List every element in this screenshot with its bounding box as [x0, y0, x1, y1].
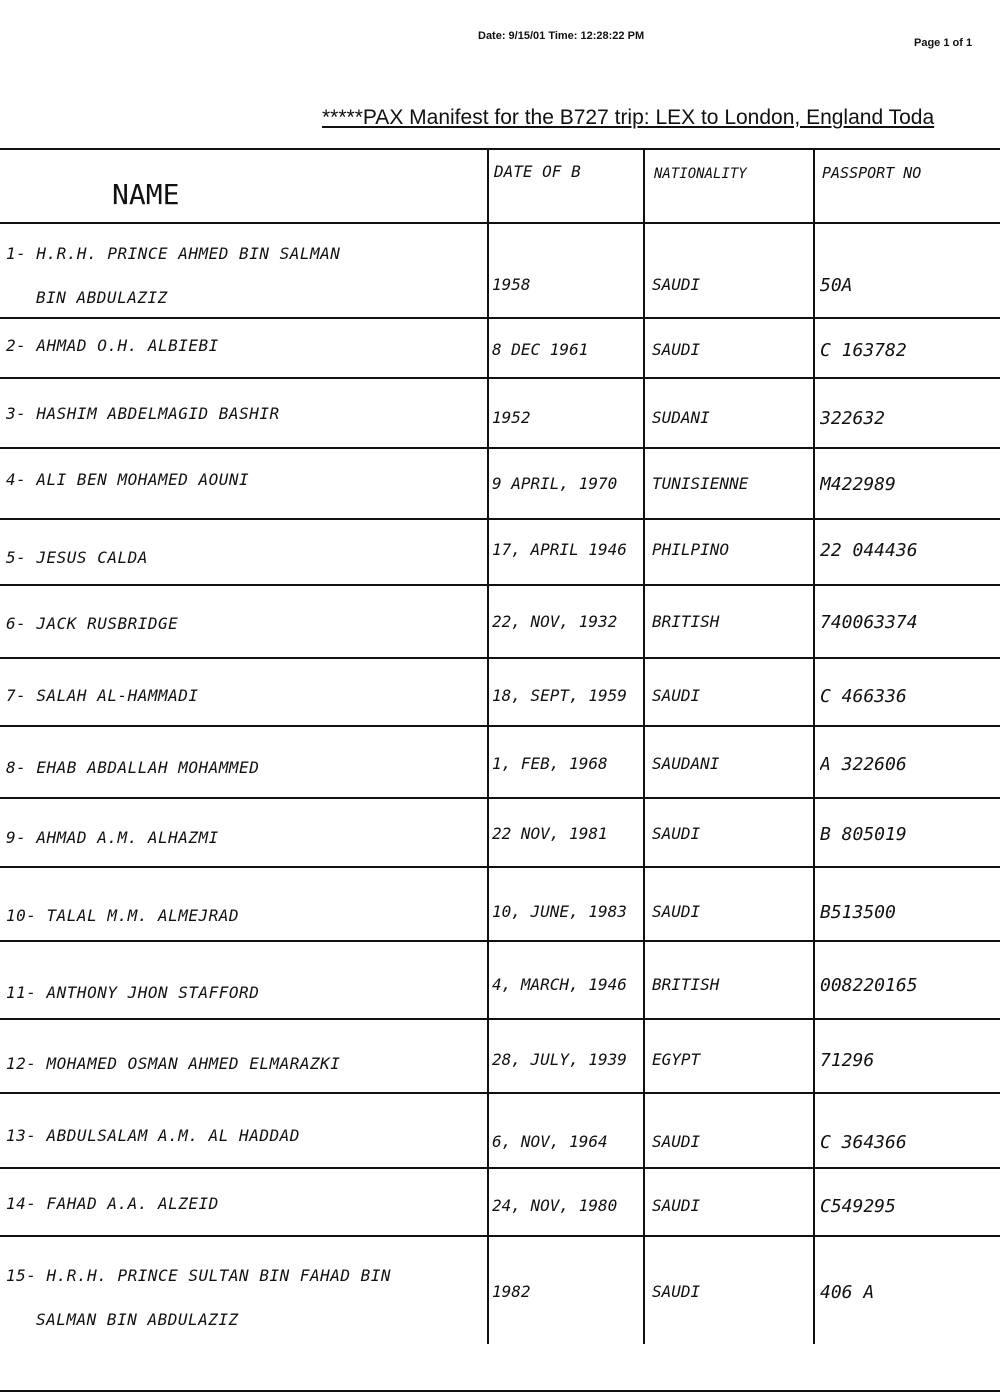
table-row-divider	[0, 518, 1000, 520]
passport-number: C 364366	[820, 1132, 907, 1153]
date-of-birth: 1952	[492, 408, 531, 427]
nationality: SAUDI	[652, 1282, 701, 1301]
date-of-birth: 10, JUNE, 1983	[492, 902, 627, 921]
table-row-divider	[0, 584, 1000, 586]
table-row-divider	[0, 797, 1000, 799]
passport-number: 71296	[820, 1050, 875, 1071]
table-row-divider	[0, 1092, 1000, 1094]
table-column-divider	[487, 148, 489, 1344]
passport-number: C 466336	[820, 686, 907, 707]
passenger-name: 4- ALI BEN MOHAMED AOUNI	[6, 470, 250, 489]
date-of-birth: 6, NOV, 1964	[492, 1132, 608, 1151]
date-of-birth: 4, MARCH, 1946	[492, 975, 627, 994]
nationality: SAUDI	[652, 686, 701, 705]
passenger-name: 7- SALAH AL-HAMMADI	[6, 686, 199, 705]
nationality: SAUDI	[652, 340, 701, 359]
passport-number: C 163782	[820, 340, 907, 361]
table-row-divider	[0, 866, 1000, 868]
nationality: SAUDI	[652, 824, 701, 843]
passenger-name: 10- TALAL M.M. ALMEJRAD	[6, 906, 240, 925]
table-column-divider	[643, 148, 645, 1344]
passport-number: M422989	[820, 474, 896, 495]
passenger-name: 6- JACK RUSBRIDGE	[6, 614, 179, 633]
nationality: PHILPINO	[652, 540, 730, 559]
table-row-divider	[0, 1235, 1000, 1237]
passenger-name-continued: SALMAN BIN ABDULAZIZ	[36, 1310, 239, 1329]
passport-number: A 322606	[820, 754, 907, 775]
nationality: TUNISIENNE	[652, 474, 749, 493]
table-row-divider	[0, 1390, 1000, 1392]
page-number: Page 1 of 1	[914, 37, 973, 49]
print-date-time: Date: 9/15/01 Time: 12:28:22 PM	[478, 30, 645, 42]
table-row-divider	[0, 317, 1000, 319]
date-of-birth: 8 DEC 1961	[492, 340, 589, 359]
date-of-birth: 1, FEB, 1968	[492, 754, 608, 773]
passport-number: 008220165	[820, 975, 918, 996]
column-header-passport-no: PASSPORT NO	[822, 164, 922, 182]
passenger-name: 15- H.R.H. PRINCE SULTAN BIN FAHAD BIN	[6, 1266, 392, 1285]
passenger-name: 8- EHAB ABDALLAH MOHAMMED	[6, 758, 260, 777]
passenger-name: 5- JESUS CALDA	[6, 548, 148, 567]
passport-number: C549295	[820, 1196, 896, 1217]
table-row-divider	[0, 1167, 1000, 1169]
date-of-birth: 28, JULY, 1939	[492, 1050, 627, 1069]
table-row-divider	[0, 657, 1000, 659]
date-of-birth: 1982	[492, 1282, 531, 1301]
passport-number: 322632	[820, 408, 886, 429]
passenger-name: 12- MOHAMED OSMAN AHMED ELMARAZKI	[6, 1054, 341, 1073]
column-header-date-of-birth: DATE OF B	[494, 162, 581, 181]
passenger-name: 13- ABDULSALAM A.M. AL HADDAD	[6, 1126, 300, 1145]
passenger-name: 9- AHMAD A.M. ALHAZMI	[6, 828, 219, 847]
nationality: SAUDI	[652, 1196, 701, 1215]
nationality: SAUDI	[652, 902, 701, 921]
passenger-name: 1- H.R.H. PRINCE AHMED BIN SALMAN	[6, 244, 341, 263]
table-row-divider	[0, 1018, 1000, 1020]
nationality: BRITISH	[652, 612, 720, 631]
column-header-name: NAME	[112, 178, 180, 211]
table-row-divider	[0, 447, 1000, 449]
date-of-birth: 18, SEPT, 1959	[492, 686, 627, 705]
manifest-title: *****PAX Manifest for the B727 trip: LEX to London, England Toda	[322, 106, 935, 129]
table-row-divider	[0, 222, 1000, 224]
table-row-divider	[0, 940, 1000, 942]
passport-number: 22 044436	[820, 540, 918, 561]
passenger-name: 14- FAHAD A.A. ALZEID	[6, 1194, 219, 1213]
table-row-divider	[0, 725, 1000, 727]
nationality: BRITISH	[652, 975, 720, 994]
passport-number: 406 A	[820, 1282, 875, 1303]
column-header-nationality: NATIONALITY	[654, 166, 747, 182]
date-of-birth: 22, NOV, 1932	[492, 612, 618, 631]
table-row-divider	[0, 148, 1000, 150]
date-of-birth: 17, APRIL 1946	[492, 540, 627, 559]
nationality: SAUDI	[652, 1132, 701, 1151]
date-of-birth: 1958	[492, 275, 531, 294]
nationality: SUDANI	[652, 408, 710, 427]
passenger-name: 2- AHMAD O.H. ALBIEBI	[6, 336, 219, 355]
passport-number: 50A	[820, 275, 853, 296]
passenger-name: 3- HASHIM ABDELMAGID BASHIR	[6, 404, 280, 423]
passenger-name-continued: BIN ABDULAZIZ	[36, 288, 168, 307]
table-column-divider	[813, 148, 815, 1344]
passport-number: B 805019	[820, 824, 907, 845]
date-of-birth: 24, NOV, 1980	[492, 1196, 618, 1215]
table-row-divider	[0, 377, 1000, 379]
passport-number: 740063374	[820, 612, 918, 633]
nationality: SAUDI	[652, 275, 701, 294]
passenger-name: 11- ANTHONY JHON STAFFORD	[6, 983, 260, 1002]
nationality: SAUDANI	[652, 754, 720, 773]
date-of-birth: 9 APRIL, 1970	[492, 474, 618, 493]
date-of-birth: 22 NOV, 1981	[492, 824, 608, 843]
passport-number: B513500	[820, 902, 896, 923]
nationality: EGYPT	[652, 1050, 701, 1069]
